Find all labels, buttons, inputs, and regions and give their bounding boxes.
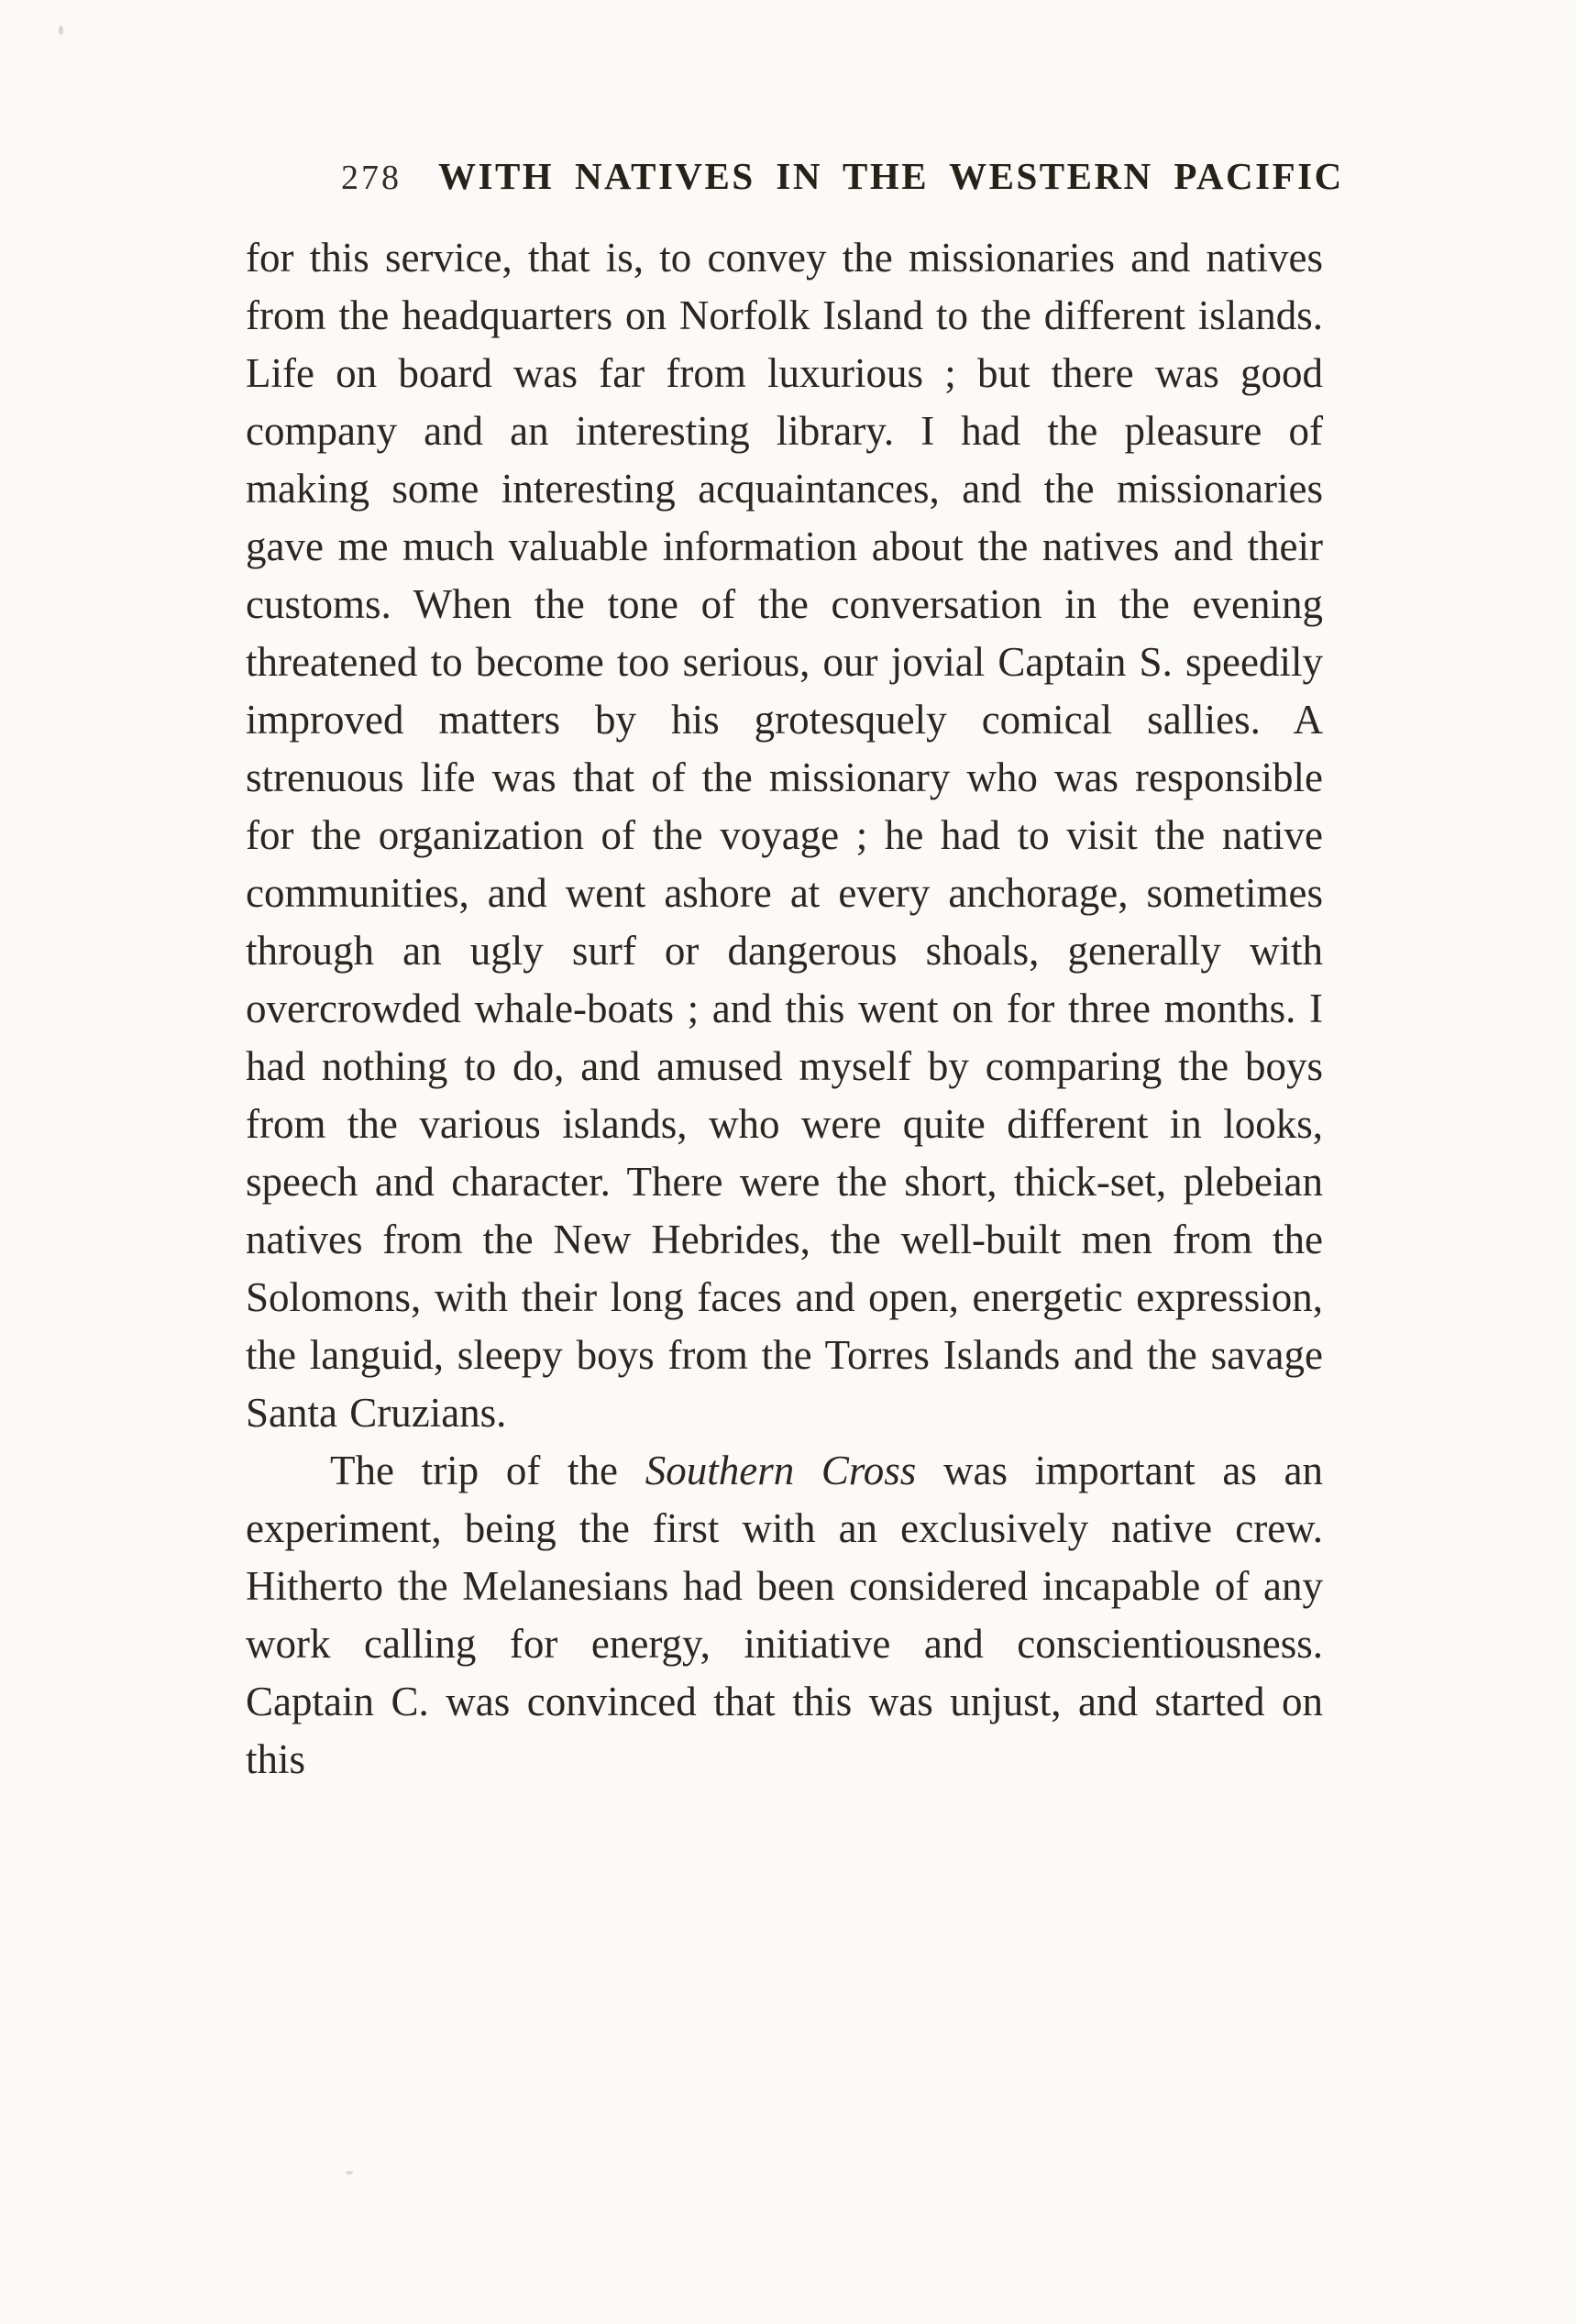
paragraph: for this service, that is, to convey the missionaries and natives from the headquarters on Norfolk Island to the different islands. Life on board was far from luxurious ; but there was good company and an interesting library. I had the pleasure of making some interesting acquaintances, and the missionaries gave me much valuable information about the natives and their customs. When the tone of the conversation in the evening threatened to become too serious, our jovial Captain S. speedily improved matters by his grotesquely comical sallies. A strenuous life was that of the missionary who was responsible for the organization of the voyage ; he had to visit the native communities, and went ashore at every anchorage, sometimes through an ugly surf or dangerous shoals, generally with overcrowded whale-boats ; and this went on for three months. I had nothing to do, and amused myself by comparing the boys from the various islands, who were quite different in looks, speech and character. There were the short, thick-set, plebeian natives from the New Hebrides, the well-built men from the Solomons, with their long faces and open, energetic expression, the languid, sleepy boys from the Torres Islands and the savage Santa Cruzians. xyxy=(246,235,1323,1436)
page-number: 278 xyxy=(341,159,402,197)
book-title-italic: Southern Cross xyxy=(645,1448,917,1493)
scan-speck xyxy=(346,2171,353,2175)
text-block xyxy=(246,154,1344,1789)
paragraph xyxy=(246,1442,1323,1789)
running-title: WITH NATIVES IN THE WESTERN PACIFIC xyxy=(438,155,1344,197)
paragraph-text: The trip of the xyxy=(330,1448,645,1493)
paragraph-text: was important as an experiment, being the first with an exclusively native crew. Hitherto the Melanesians had been considered incapable of any work calling for energy, initiative and conscientiousness. Captain C. was convinced that this was unjust, and started on this xyxy=(246,1448,1323,1782)
page-body xyxy=(246,229,1323,1789)
scan-speck xyxy=(59,26,63,35)
page-header xyxy=(246,154,1344,198)
